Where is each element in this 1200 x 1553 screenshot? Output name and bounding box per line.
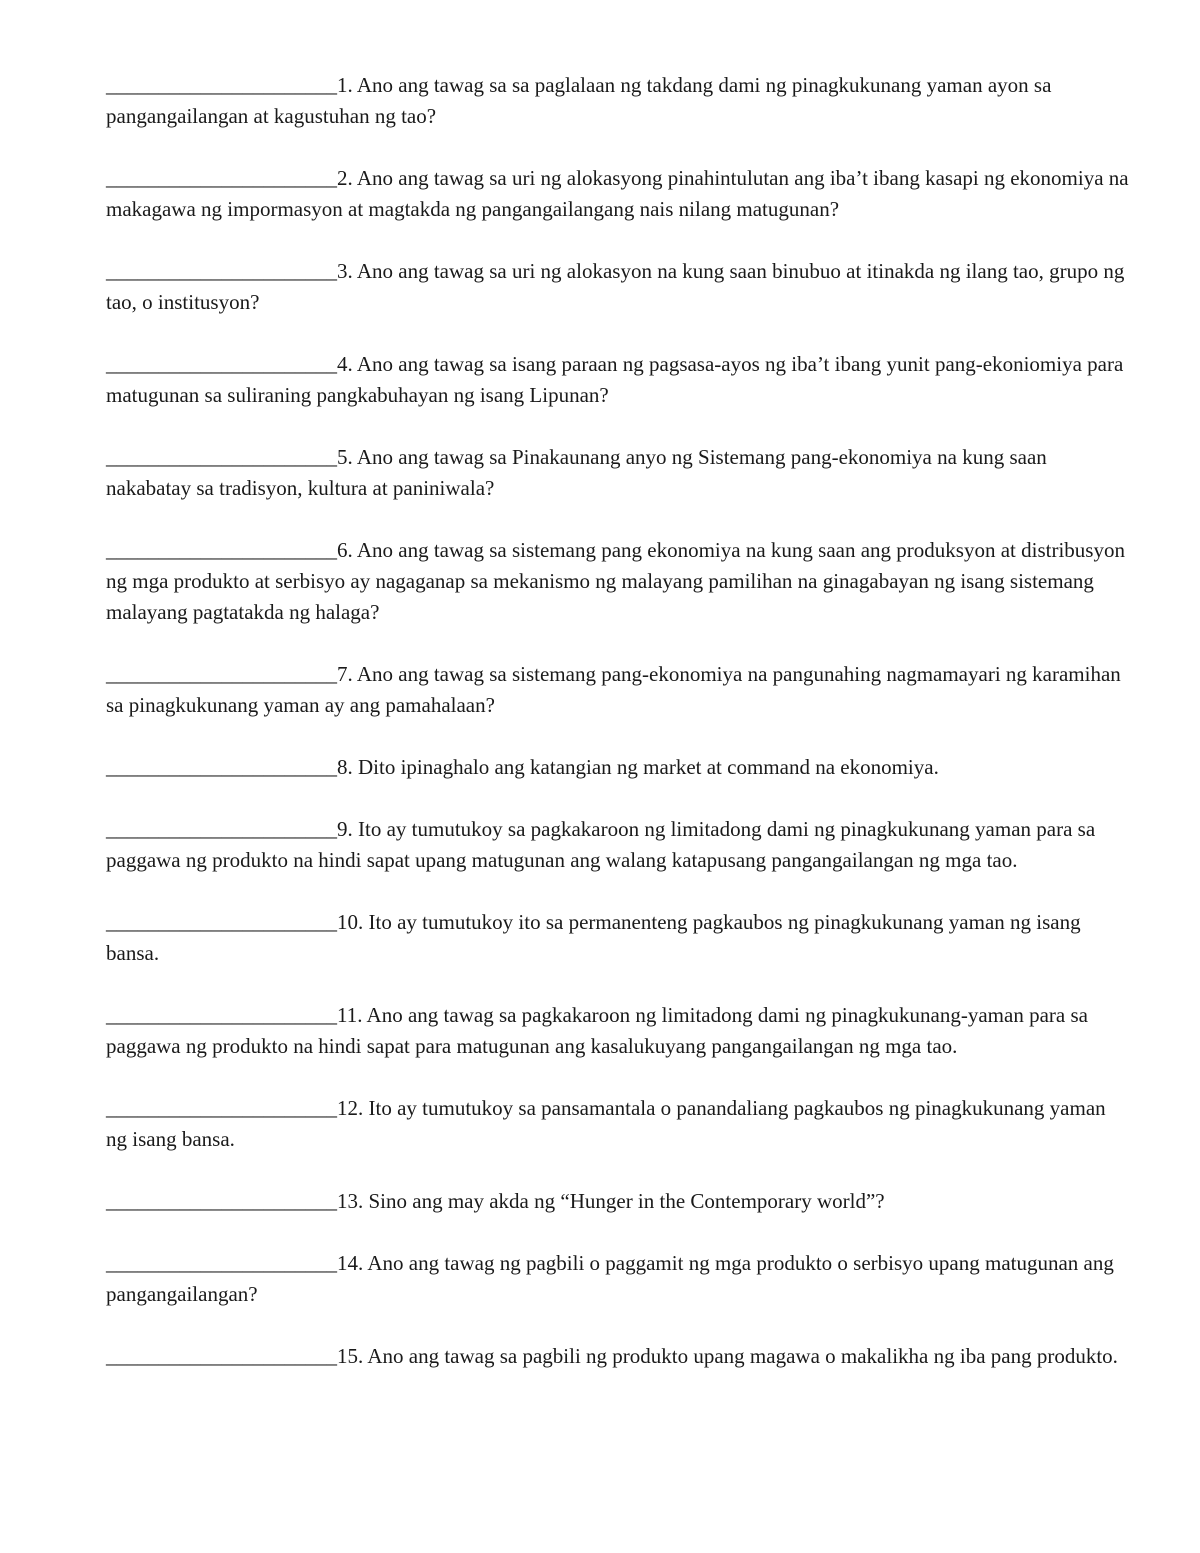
question-item [106, 1186, 1130, 1217]
question-item [106, 1093, 1130, 1155]
worksheet-page [106, 70, 1130, 1403]
question-item [106, 349, 1130, 411]
question-item [106, 1341, 1130, 1372]
question-text: 11. Ano ang tawag sa pagkakaroon ng limitadong dami ng pinagkukunang-yaman para sa paggawa ng produkto na hindi sapat para matugunan ang kasalukuyang pangangailangan ng mga tao. [106, 1003, 1088, 1058]
answer-blank: ______________________ [106, 817, 337, 841]
answer-blank: ______________________ [106, 1344, 337, 1368]
answer-blank: ______________________ [106, 910, 337, 934]
question-text: 2. Ano ang tawag sa uri ng alokasyong pinahintulutan ang iba’t ibang kasapi ng ekonomiya na makagawa ng impormasyon at magtakda ng pangangailangang nais nilang matugunan? [106, 166, 1129, 221]
question-text: 1. Ano ang tawag sa sa paglalaan ng takdang dami ng pinagkukunang yaman ayon sa pangangailangan at kagustuhan ng tao? [106, 73, 1052, 128]
question-item [106, 163, 1130, 225]
question-text: 9. Ito ay tumutukoy sa pagkakaroon ng limitadong dami ng pinagkukunang yaman para sa paggawa ng produkto na hindi sapat upang matugunan ang walang katapusang pangangailangan ng mga tao. [106, 817, 1096, 872]
answer-blank: ______________________ [106, 1003, 337, 1027]
question-item [106, 1000, 1130, 1062]
question-item [106, 1248, 1130, 1310]
answer-blank: ______________________ [106, 259, 337, 283]
answer-blank: ______________________ [106, 445, 337, 469]
question-item [106, 907, 1130, 969]
answer-blank: ______________________ [106, 73, 337, 97]
question-text: 6. Ano ang tawag sa sistemang pang ekonomiya na kung saan ang produksyon at distribusyon ng mga produkto at serbisyo ay nagaganap sa mekanismo ng malayang pamilihan na ginagabayan ng isang sistemang malayang pagtatakda ng halaga? [106, 538, 1125, 624]
question-text: 13. Sino ang may akda ng “Hunger in the Contemporary world”? [337, 1189, 885, 1213]
answer-blank: ______________________ [106, 1189, 337, 1213]
answer-blank: ______________________ [106, 538, 337, 562]
answer-blank: ______________________ [106, 166, 337, 190]
question-text: 3. Ano ang tawag sa uri ng alokasyon na kung saan binubuo at itinakda ng ilang tao, grupo ng tao, o institusyon? [106, 259, 1125, 314]
answer-blank: ______________________ [106, 662, 337, 686]
question-item [106, 70, 1130, 132]
question-item [106, 752, 1130, 783]
question-item [106, 814, 1130, 876]
question-item [106, 256, 1130, 318]
question-text: 15. Ano ang tawag sa pagbili ng produkto upang magawa o makalikha ng iba pang produkto. [337, 1344, 1118, 1368]
answer-blank: ______________________ [106, 1251, 337, 1275]
answer-blank: ______________________ [106, 755, 337, 779]
question-text: 8. Dito ipinaghalo ang katangian ng market at command na ekonomiya. [337, 755, 939, 779]
question-text: 14. Ano ang tawag ng pagbili o paggamit ng mga produkto o serbisyo upang matugunan ang pangangailangan? [106, 1251, 1114, 1306]
answer-blank: ______________________ [106, 352, 337, 376]
question-text: 12. Ito ay tumutukoy sa pansamantala o panandaliang pagkaubos ng pinagkukunang yaman ng isang bansa. [106, 1096, 1106, 1151]
question-text: 10. Ito ay tumutukoy ito sa permanenteng pagkaubos ng pinagkukunang yaman ng isang bansa. [106, 910, 1081, 965]
question-text: 4. Ano ang tawag sa isang paraan ng pagsasa-ayos ng iba’t ibang yunit pang-ekoniomiya para matugunan sa suliraning pangkabuhayan ng isang Lipunan? [106, 352, 1124, 407]
question-text: 5. Ano ang tawag sa Pinakaunang anyo ng Sistemang pang-ekonomiya na kung saan nakabatay sa tradisyon, kultura at paniniwala? [106, 445, 1047, 500]
question-text: 7. Ano ang tawag sa sistemang pang-ekonomiya na pangunahing nagmamayari ng karamihan sa pinagkukunang yaman ay ang pamahalaan? [106, 662, 1121, 717]
question-item [106, 659, 1130, 721]
answer-blank: ______________________ [106, 1096, 337, 1120]
question-item [106, 442, 1130, 504]
question-item [106, 535, 1130, 628]
